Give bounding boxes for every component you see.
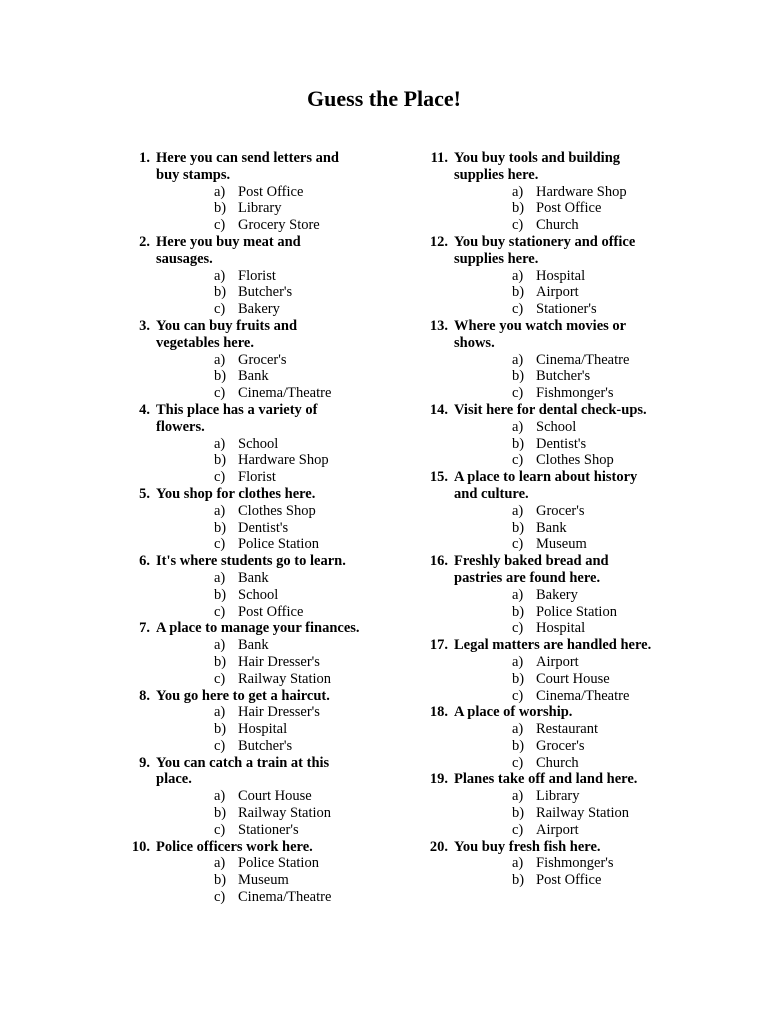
answer-option — [156, 889, 360, 906]
answer-option — [454, 200, 658, 217]
option-letter: c) — [214, 737, 226, 754]
question-number: 3. — [139, 317, 150, 334]
option-text: Florist — [238, 267, 276, 284]
option-text: Museum — [238, 872, 289, 889]
answer-option — [454, 872, 658, 889]
answer-option — [454, 620, 658, 637]
answer-option — [454, 184, 658, 201]
option-letter: c) — [214, 301, 226, 318]
option-text: Railway Station — [238, 805, 332, 822]
question-number: 15. — [429, 469, 448, 486]
answer-options — [156, 570, 360, 620]
option-text: Railway Station — [238, 670, 332, 687]
answer-options — [454, 419, 658, 469]
question-item — [120, 839, 360, 906]
option-letter: c) — [512, 452, 524, 469]
option-text: Railway Station — [536, 805, 630, 822]
answer-option — [156, 654, 360, 671]
question-text: Here you can send letters and buy stamps. — [156, 150, 339, 183]
option-text: Hospital — [536, 620, 586, 637]
option-text: Restaurant — [536, 721, 599, 738]
option-letter: a) — [512, 586, 524, 603]
question-number: 12. — [429, 233, 448, 250]
option-letter: b) — [512, 670, 525, 687]
option-letter: a) — [214, 267, 226, 284]
question-text: Here you buy meat and sausages. — [156, 233, 301, 267]
option-letter: b) — [214, 284, 227, 301]
option-letter: c) — [214, 385, 226, 402]
answer-options — [156, 436, 360, 486]
option-text: Fishmonger's — [536, 855, 614, 872]
question-item — [120, 318, 360, 402]
option-letter: a) — [512, 351, 524, 368]
answer-options — [156, 268, 360, 318]
option-text: Grocer's — [238, 351, 287, 368]
question-text: You can buy fruits and vegetables here. — [156, 317, 298, 351]
option-text: Cinema/Theatre — [536, 687, 630, 704]
question-number: 5. — [139, 485, 150, 502]
answer-option — [454, 452, 658, 469]
option-letter: a) — [214, 569, 226, 586]
answer-option — [454, 436, 658, 453]
answer-option — [156, 436, 360, 453]
option-letter: c) — [512, 301, 524, 318]
option-text: Grocery Store — [238, 217, 320, 234]
option-letter: b) — [512, 435, 525, 452]
option-text: Airport — [536, 653, 579, 670]
answer-option — [156, 738, 360, 755]
answer-options — [454, 721, 658, 771]
question-item — [120, 755, 360, 839]
question-item — [120, 486, 360, 553]
option-letter: b) — [512, 872, 525, 889]
option-text: Post Office — [536, 200, 602, 217]
question-item — [120, 234, 360, 318]
option-text: Airport — [536, 284, 579, 301]
option-letter: b) — [214, 586, 227, 603]
option-letter: a) — [512, 183, 524, 200]
option-text: Bank — [536, 519, 567, 536]
option-letter: c) — [214, 889, 226, 906]
option-letter: a) — [214, 351, 226, 368]
question-item — [418, 150, 658, 234]
option-text: Bakery — [238, 301, 280, 318]
option-text: Church — [536, 754, 579, 771]
answer-option — [156, 822, 360, 839]
question-text: You buy tools and building supplies here. — [454, 150, 621, 183]
answer-options — [156, 184, 360, 234]
question-number: 7. — [139, 620, 150, 637]
question-item — [418, 469, 658, 553]
question-text: Legal matters are handled here. — [454, 637, 652, 654]
option-letter: a) — [214, 435, 226, 452]
question-text: You shop for clothes here. — [156, 485, 316, 502]
answer-option — [156, 671, 360, 688]
option-text: Church — [536, 217, 579, 234]
answer-option — [156, 805, 360, 822]
answer-option — [156, 855, 360, 872]
answer-option — [454, 419, 658, 436]
question-number: 10. — [131, 838, 150, 855]
answer-option — [156, 268, 360, 285]
option-text: School — [536, 418, 577, 435]
option-text: Butcher's — [536, 368, 591, 385]
right-column — [418, 150, 658, 889]
answer-options — [454, 654, 658, 704]
option-text: Butcher's — [238, 737, 293, 754]
question-item — [418, 318, 658, 402]
option-letter: a) — [214, 502, 226, 519]
answer-option — [454, 217, 658, 234]
answer-options — [156, 704, 360, 754]
option-text: Grocer's — [536, 502, 585, 519]
answer-option — [156, 872, 360, 889]
answer-option — [454, 284, 658, 301]
answer-option — [454, 536, 658, 553]
left-column — [120, 150, 360, 906]
option-letter: a) — [512, 653, 524, 670]
option-text: Cinema/Theatre — [536, 351, 630, 368]
answer-options — [156, 855, 360, 905]
question-text: Where you watch movies or shows. — [454, 317, 626, 351]
question-text: It's where students go to learn. — [156, 553, 346, 570]
answer-options — [454, 855, 658, 889]
question-text: Freshly baked bread and pastries are found here. — [454, 553, 609, 586]
answer-options — [454, 184, 658, 234]
answer-options — [454, 268, 658, 318]
answer-option — [454, 688, 658, 705]
option-letter: b) — [214, 519, 227, 536]
option-letter: c) — [512, 385, 524, 402]
option-text: Hardware Shop — [536, 183, 627, 200]
answer-option — [454, 805, 658, 822]
option-letter: b) — [214, 200, 227, 217]
question-item — [418, 402, 658, 469]
option-letter: b) — [512, 737, 525, 754]
answer-option — [454, 268, 658, 285]
answer-option — [156, 184, 360, 201]
option-letter: b) — [214, 805, 227, 822]
option-letter: c) — [214, 536, 226, 553]
option-letter: a) — [512, 721, 524, 738]
answer-option — [156, 352, 360, 369]
answer-options — [454, 587, 658, 637]
option-text: Florist — [238, 469, 276, 486]
option-text: Grocer's — [536, 737, 585, 754]
answer-options — [156, 503, 360, 553]
question-text: Police officers work here. — [156, 838, 313, 855]
option-letter: c) — [512, 687, 524, 704]
option-letter: a) — [214, 183, 226, 200]
answer-option — [454, 604, 658, 621]
option-letter: a) — [214, 855, 226, 872]
answer-option — [156, 637, 360, 654]
option-text: Hair Dresser's — [238, 704, 320, 721]
option-text: Court House — [238, 788, 312, 805]
option-letter: a) — [214, 637, 226, 654]
question-item — [418, 771, 658, 838]
answer-options — [454, 352, 658, 402]
question-number: 2. — [139, 233, 150, 250]
option-letter: a) — [512, 788, 524, 805]
question-item — [120, 620, 360, 687]
answer-option — [156, 452, 360, 469]
answer-option — [454, 385, 658, 402]
question-text: A place to manage your finances. — [156, 620, 360, 637]
option-text: Police Station — [238, 536, 319, 553]
option-text: Hospital — [536, 267, 586, 284]
option-letter: a) — [512, 855, 524, 872]
answer-option — [156, 368, 360, 385]
option-letter: b) — [214, 452, 227, 469]
option-letter: b) — [214, 368, 227, 385]
option-text: Stationer's — [536, 301, 597, 318]
option-text: School — [238, 435, 279, 452]
question-text: This place has a variety of flowers. — [156, 401, 318, 435]
question-number: 1. — [139, 150, 150, 166]
option-letter: b) — [512, 200, 525, 217]
answer-option — [156, 469, 360, 486]
answer-option — [156, 217, 360, 234]
option-letter: b) — [214, 872, 227, 889]
answer-option — [156, 284, 360, 301]
answer-options — [156, 788, 360, 838]
question-number: 17. — [429, 637, 448, 654]
question-number: 20. — [429, 838, 448, 855]
answer-option — [454, 855, 658, 872]
option-letter: b) — [512, 519, 525, 536]
answer-option — [454, 671, 658, 688]
option-text: Police Station — [238, 855, 319, 872]
option-letter: c) — [214, 603, 226, 620]
option-letter: c) — [214, 217, 226, 234]
answer-option — [156, 536, 360, 553]
answer-option — [454, 520, 658, 537]
option-text: Post Office — [238, 603, 304, 620]
answer-options — [454, 788, 658, 838]
option-text: Hospital — [238, 721, 288, 738]
option-text: School — [238, 586, 279, 603]
option-letter: a) — [512, 267, 524, 284]
answer-option — [454, 822, 658, 839]
question-number: 19. — [429, 771, 448, 788]
option-text: Dentist's — [238, 519, 289, 536]
option-text: Butcher's — [238, 284, 293, 301]
option-text: Library — [238, 200, 282, 217]
question-item — [120, 150, 360, 234]
question-number: 9. — [139, 754, 150, 771]
answer-option — [454, 368, 658, 385]
answer-option — [156, 570, 360, 587]
question-number: 8. — [139, 687, 150, 704]
option-text: Dentist's — [536, 435, 587, 452]
option-text: Clothes Shop — [536, 452, 614, 469]
option-text: Library — [536, 788, 580, 805]
question-number: 14. — [429, 401, 448, 418]
question-number: 4. — [139, 401, 150, 418]
option-letter: c) — [214, 821, 226, 838]
option-letter: b) — [512, 368, 525, 385]
option-letter: c) — [214, 469, 226, 486]
answer-option — [156, 788, 360, 805]
question-item — [120, 688, 360, 755]
option-letter: c) — [512, 754, 524, 771]
question-text: You go here to get a haircut. — [156, 687, 330, 704]
question-text: A place to learn about history and culture. — [454, 469, 638, 502]
answer-option — [454, 654, 658, 671]
answer-option — [454, 587, 658, 604]
option-text: Clothes Shop — [238, 502, 316, 519]
option-letter: a) — [512, 502, 524, 519]
answer-option — [156, 503, 360, 520]
question-number: 16. — [429, 553, 448, 570]
question-text: A place of worship. — [454, 704, 573, 721]
question-item — [120, 402, 360, 486]
question-item — [418, 234, 658, 318]
question-number: 6. — [139, 553, 150, 570]
option-letter: c) — [512, 620, 524, 637]
answer-option — [454, 503, 658, 520]
option-text: Museum — [536, 536, 587, 553]
option-letter: a) — [512, 418, 524, 435]
option-text: Cinema/Theatre — [238, 889, 332, 906]
option-text: Bank — [238, 637, 269, 654]
option-text: Bank — [238, 569, 269, 586]
option-letter: c) — [512, 536, 524, 553]
answer-option — [156, 704, 360, 721]
option-text: Bakery — [536, 586, 578, 603]
option-text: Hardware Shop — [238, 452, 329, 469]
option-letter: a) — [214, 788, 226, 805]
option-text: Post Office — [238, 183, 304, 200]
question-item — [120, 553, 360, 620]
question-item — [418, 839, 658, 889]
option-text: Fishmonger's — [536, 385, 614, 402]
option-text: Cinema/Theatre — [238, 385, 332, 402]
question-text: Planes take off and land here. — [454, 771, 638, 788]
question-text: Visit here for dental check-ups. — [454, 401, 647, 418]
answer-option — [156, 587, 360, 604]
answer-option — [454, 755, 658, 772]
answer-options — [454, 503, 658, 553]
question-text: You buy stationery and office supplies here. — [454, 233, 636, 267]
option-text: Police Station — [536, 603, 617, 620]
option-text: Airport — [536, 821, 579, 838]
answer-option — [454, 721, 658, 738]
answer-option — [454, 788, 658, 805]
answer-option — [454, 738, 658, 755]
option-text: Post Office — [536, 872, 602, 889]
page-title: Guess the Place! — [307, 86, 461, 111]
option-letter: c) — [512, 821, 524, 838]
answer-option — [156, 520, 360, 537]
option-text: Hair Dresser's — [238, 653, 320, 670]
answer-option — [156, 200, 360, 217]
option-letter: b) — [512, 284, 525, 301]
option-text: Stationer's — [238, 821, 299, 838]
answer-option — [156, 721, 360, 738]
option-text: Bank — [238, 368, 269, 385]
answer-option — [156, 604, 360, 621]
option-letter: a) — [214, 704, 226, 721]
answer-option — [156, 301, 360, 318]
option-letter: c) — [214, 670, 226, 687]
option-letter: b) — [512, 805, 525, 822]
option-text: Court House — [536, 670, 610, 687]
question-number: 18. — [429, 704, 448, 721]
answer-option — [156, 385, 360, 402]
question-item — [418, 637, 658, 704]
question-number: 13. — [429, 317, 448, 334]
answer-options — [156, 637, 360, 687]
answer-option — [454, 301, 658, 318]
question-text: You buy fresh fish here. — [454, 838, 601, 855]
option-letter: b) — [214, 721, 227, 738]
option-letter: b) — [512, 603, 525, 620]
option-letter: b) — [214, 653, 227, 670]
question-item — [418, 553, 658, 637]
question-item — [418, 704, 658, 771]
option-letter: c) — [512, 217, 524, 234]
answer-options — [156, 352, 360, 402]
answer-option — [454, 352, 658, 369]
question-text: You can catch a train at this place. — [156, 754, 330, 788]
question-number: 11. — [430, 150, 448, 166]
